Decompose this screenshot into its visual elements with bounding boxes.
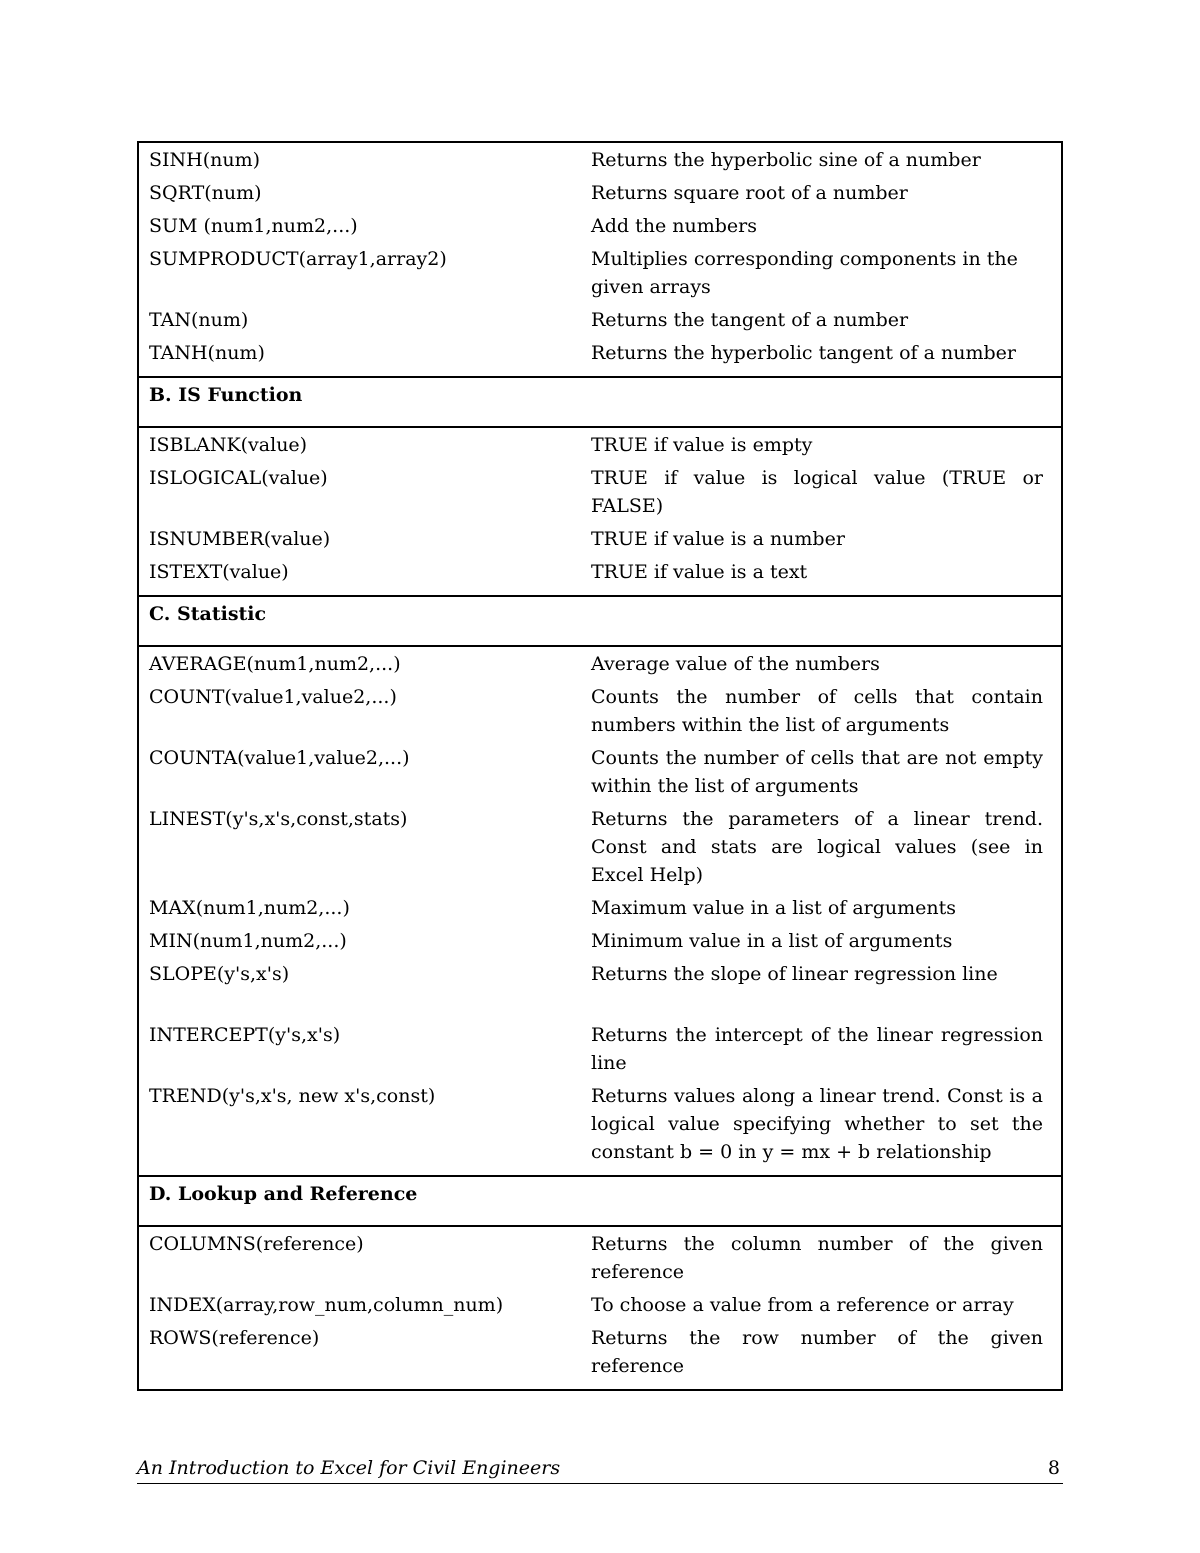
function-description: Returns the slope of linear regression line [591,963,998,985]
table-row [139,464,1061,525]
function-description: Returns the tangent of a number [591,309,909,331]
function-name: COUNT(value1,value2,...) [149,686,397,708]
section-statistic [139,595,1061,1175]
table-row [139,683,1061,744]
section-rows [139,143,1061,376]
table-row [139,1324,1061,1385]
function-description: Returns the intercept of the linear regression line [591,1024,1043,1074]
function-description: Returns values along a linear trend. Const is a logical value specifying whether to set the constant b = 0 in y = mx + b relationship [591,1085,1043,1163]
function-name: TAN(num) [149,309,249,331]
section-header: C. Statistic [139,597,1061,647]
section-header: D. Lookup and Reference [139,1177,1061,1227]
function-description: TRUE if value is empty [591,434,813,456]
table-row [139,146,1061,179]
function-description: Maximum value in a list of arguments [591,897,957,919]
table-row [139,431,1061,464]
function-name: COUNTA(value1,value2,...) [149,747,410,769]
table-row [139,805,1061,894]
section-is-function [139,376,1061,595]
table-row [139,212,1061,245]
table-row [139,1021,1061,1082]
table-row [139,339,1061,372]
table-row [139,927,1061,960]
function-description: Counts the number of cells that contain numbers within the list of arguments [591,686,1043,736]
table-row [139,1082,1061,1171]
function-name: LINEST(y's,x's,const,stats) [149,808,408,830]
table-row [139,650,1061,683]
table-row [139,1291,1061,1324]
function-description: Minimum value in a list of arguments [591,930,953,952]
function-description: Average value of the numbers [591,653,880,675]
function-name: MIN(num1,num2,...) [149,930,347,952]
section-lookup-reference [139,1175,1061,1389]
function-description: Returns square root of a number [591,182,908,204]
function-name: INTERCEPT(y's,x's) [149,1024,341,1046]
function-name: TREND(y's,x's, new x's,const) [149,1085,436,1107]
table-row [139,744,1061,805]
section-rows [139,428,1061,595]
table-row [139,558,1061,591]
footer-title: An Introduction to Excel for Civil Engineers [137,1457,561,1479]
function-description: To choose a value from a reference or array [591,1294,1014,1316]
function-name: SUMPRODUCT(array1,array2) [149,248,447,270]
table-row [139,306,1061,339]
table-row [139,960,1061,1021]
function-name: SQRT(num) [149,182,262,204]
function-description: Counts the number of cells that are not empty within the list of arguments [591,747,1043,797]
function-description: Returns the column number of the given reference [591,1233,1043,1283]
section-header: B. IS Function [139,378,1061,428]
section-rows [139,647,1061,1175]
table-row [139,179,1061,212]
function-description: Returns the hyperbolic tangent of a number [591,342,1016,364]
function-description: Returns the row number of the given reference [591,1327,1043,1377]
function-name: TANH(num) [149,342,265,364]
table-row [139,1230,1061,1291]
function-description: TRUE if value is a text [591,561,808,583]
function-name: ISBLANK(value) [149,434,308,456]
table-row [139,245,1061,306]
function-description: Returns the hyperbolic sine of a number [591,149,981,171]
function-description: TRUE if value is logical value (TRUE or FALSE) [591,467,1043,517]
function-name: SLOPE(y's,x's) [149,963,290,985]
function-name: ROWS(reference) [149,1327,320,1349]
function-description: Multiplies corresponding components in the given arrays [591,248,1018,298]
function-description: Add the numbers [591,215,757,237]
function-name: ISNUMBER(value) [149,528,331,550]
table-row [139,525,1061,558]
section-math-continued [139,143,1061,376]
page-footer [137,1455,1063,1484]
function-name: INDEX(array,row_num,column_num) [149,1294,504,1316]
section-rows [139,1227,1061,1389]
function-table [137,141,1063,1391]
function-name: AVERAGE(num1,num2,...) [149,653,401,675]
function-description: TRUE if value is a number [591,528,845,550]
function-name: ISTEXT(value) [149,561,289,583]
function-name: ISLOGICAL(value) [149,467,328,489]
function-name: SINH(num) [149,149,261,171]
function-name: COLUMNS(reference) [149,1233,364,1255]
function-name: MAX(num1,num2,...) [149,897,350,919]
page-number: 8 [1047,1457,1060,1479]
function-name: SUM (num1,num2,...) [149,215,358,237]
function-description: Returns the parameters of a linear trend. Const and stats are logical values (see in Excel Help) [591,808,1043,886]
table-row [139,894,1061,927]
